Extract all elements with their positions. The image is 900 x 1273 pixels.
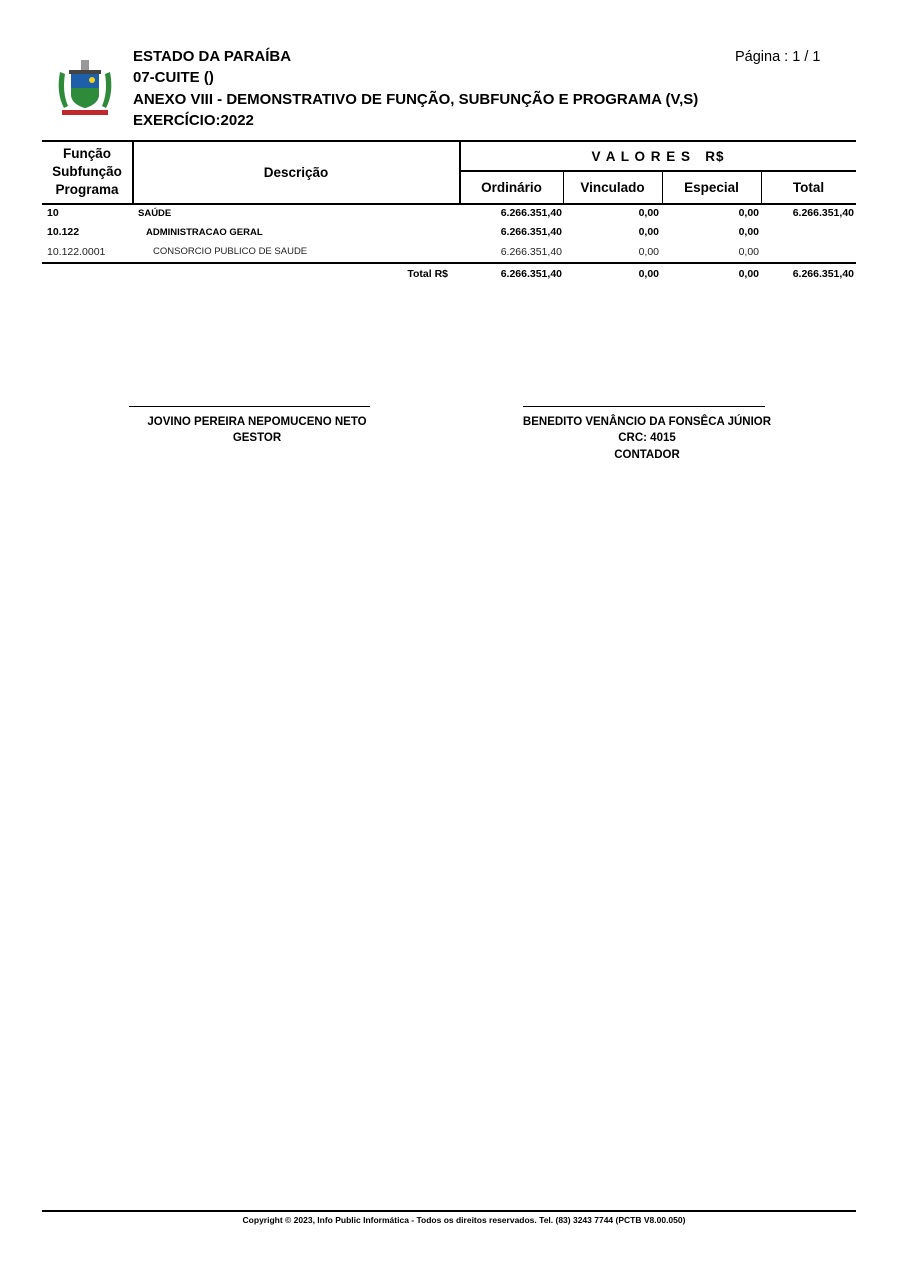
row-especial: 0,00 (738, 246, 759, 258)
total-total: 6.266.351,40 (792, 268, 854, 280)
row-ordinario: 6.266.351,40 (500, 207, 562, 219)
header-ordinario: Ordinário (481, 180, 542, 195)
header-funcao: Função (62, 146, 111, 161)
header-values-group: V A L O R E S R$ (591, 149, 725, 164)
total-vinculado: 0,00 (638, 268, 659, 280)
rows-bottom-rule (42, 262, 856, 264)
total-ordinario: 6.266.351,40 (500, 268, 562, 280)
row-ordinario: 6.266.351,40 (500, 226, 562, 238)
header-bottom-rule (42, 203, 856, 205)
header-subfuncao: Subfunção (52, 164, 122, 179)
header-total: Total (792, 180, 825, 195)
row-ordinario: 6.266.351,40 (500, 246, 562, 258)
report-title: ANEXO VIII - DEMONSTRATIVO DE FUNÇÃO, SUBFUNÇÃO E PROGRAMA (V,S) (133, 91, 699, 108)
row-description: ADMINISTRACAO GERAL (146, 227, 263, 238)
table-top-rule (42, 140, 856, 142)
signature-line (129, 406, 370, 407)
page-number: Página : 1 / 1 (735, 49, 821, 65)
row-description: CONSORCIO PUBLICO DE SAUDE (153, 246, 308, 257)
coat-of-arms-logo (54, 58, 116, 120)
total-label: Total R$ (407, 268, 448, 280)
row-code: 10 (47, 207, 59, 219)
header-vinculado: Vinculado (580, 180, 645, 195)
row-vinculado: 0,00 (638, 226, 659, 238)
header-especial: Especial (684, 180, 739, 195)
footer-copyright: Copyright © 2023, Info Public Informática - Todos os direitos reservados. Tel. (83) 3243 7744 (PCTB V8.00.050) (242, 1215, 686, 1225)
signature-gestor-role: GESTOR (232, 432, 282, 444)
row-code: 10.122.0001 (47, 246, 106, 258)
row-description: SAÚDE (138, 208, 172, 219)
signature-contador-name: BENEDITO VENÂNCIO DA FONSÊCA JÚNIOR (522, 416, 772, 428)
header-description: Descrição (263, 165, 329, 180)
header-programa: Programa (55, 182, 119, 197)
state-title: ESTADO DA PARAÍBA (133, 48, 292, 65)
signature-gestor-name: JOVINO PEREIRA NEPOMUCENO NETO (147, 416, 367, 428)
entity-name: 07-CUITE () (133, 69, 214, 86)
row-vinculado: 0,00 (638, 246, 659, 258)
total-especial: 0,00 (738, 268, 759, 280)
exercise-year: EXERCÍCIO:2022 (133, 112, 254, 129)
header-code (42, 145, 132, 199)
values-group-rule (460, 170, 856, 172)
row-code: 10.122 (47, 226, 80, 238)
signature-line (523, 406, 765, 407)
row-especial: 0,00 (738, 207, 759, 219)
row-total: 6.266.351,40 (792, 207, 854, 219)
row-vinculado: 0,00 (638, 207, 659, 219)
signature-contador-crc: CRC: 4015 (618, 432, 676, 444)
row-especial: 0,00 (738, 226, 759, 238)
footer-rule (42, 1210, 856, 1212)
signature-contador-role: CONTADOR (614, 449, 680, 461)
